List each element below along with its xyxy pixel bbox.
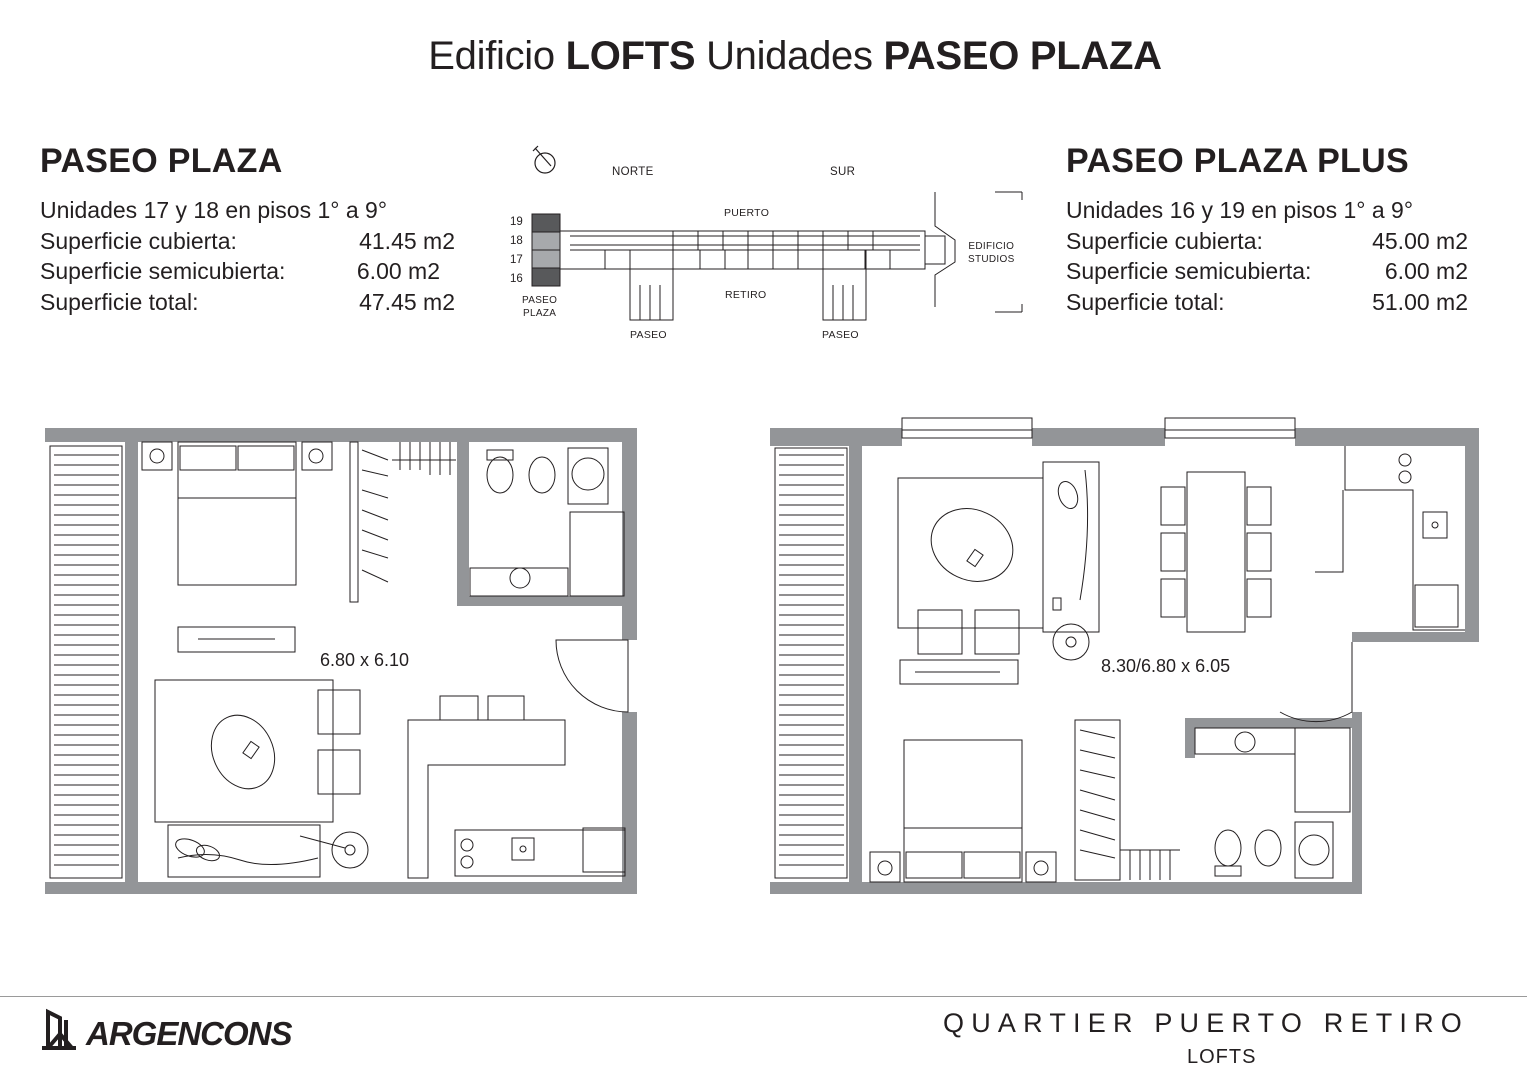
label-sur: SUR xyxy=(830,166,856,178)
left-spec-row: Superficie total: 47.45 m2 xyxy=(40,288,455,315)
label-paseo-left: PASEO xyxy=(630,329,667,341)
right-spec-row: Superficie cubierta: 45.00 m2 xyxy=(1066,227,1468,254)
unit-number: 16 xyxy=(510,273,523,285)
unit-number: 18 xyxy=(510,235,523,247)
right-unit-dimensions: 8.30/6.80 x 6.05 xyxy=(1101,656,1231,676)
left-unit-title: PASEO PLAZA xyxy=(40,142,283,180)
right-unit-title: PASEO PLAZA PLUS xyxy=(1066,142,1409,180)
right-spec-row: Superficie total: 51.00 m2 xyxy=(1066,288,1468,315)
title-text-3: Unidades xyxy=(695,34,884,78)
left-unit-dimensions: 6.80 x 6.10 xyxy=(320,650,410,670)
label-paseo-plaza: PASEO PLAZA xyxy=(522,295,558,319)
project-name: QUARTIER PUERTO RETIRO xyxy=(943,1008,1469,1038)
unit-number: 19 xyxy=(510,216,523,228)
label-paseo-right: PASEO xyxy=(822,329,859,341)
label-puerto: PUERTO xyxy=(724,207,770,219)
title-text-4: PASEO PLAZA xyxy=(883,34,1162,78)
project-subtitle: LOFTS xyxy=(1187,1046,1257,1068)
label-norte: NORTE xyxy=(612,166,654,178)
label-edificio-studios: EDIFICIO STUDIOS xyxy=(968,241,1015,265)
title-text-2: LOFTS xyxy=(565,34,696,78)
left-spec-row: Superficie semicubierta: 6.00 m2 xyxy=(40,258,440,284)
footer-divider xyxy=(0,996,1527,997)
label-retiro: RETIRO xyxy=(725,289,767,301)
left-spec-row: Superficie cubierta: 41.45 m2 xyxy=(40,227,455,254)
unit-number: 17 xyxy=(510,254,523,266)
left-unit-line1: Unidades 17 y 18 en pisos 1° a 9° xyxy=(40,197,388,223)
argencons-logo-icon xyxy=(40,1008,80,1050)
brand-name: ARGENCONS xyxy=(86,1015,292,1052)
title-text-1: Edificio xyxy=(428,34,566,78)
right-unit-line1: Unidades 16 y 19 en pisos 1° a 9° xyxy=(1066,197,1414,223)
right-spec-row: Superficie semicubierta: 6.00 m2 xyxy=(1066,258,1468,284)
